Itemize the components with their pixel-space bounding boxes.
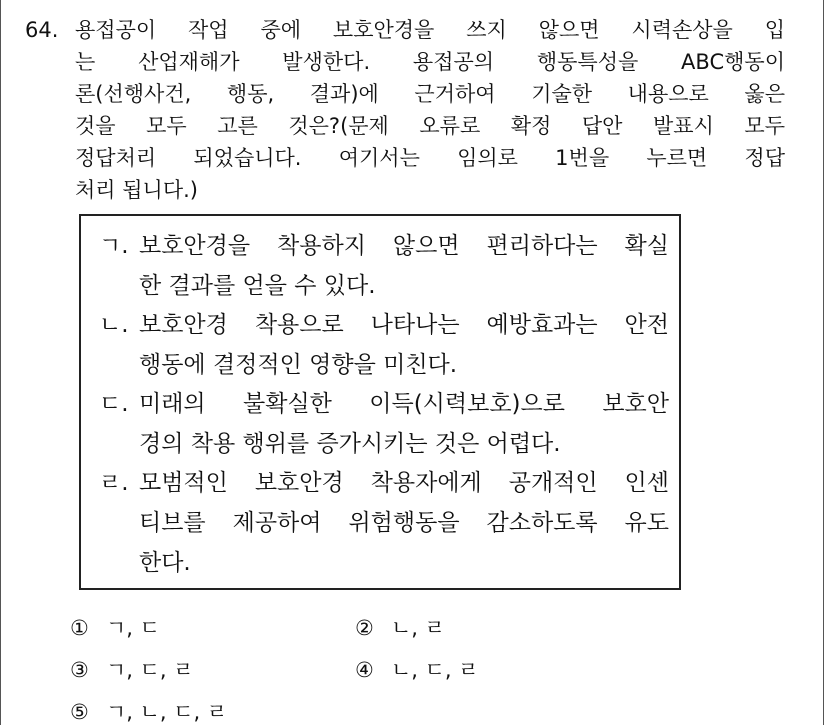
statement-line: 티브를 제공하여 위험행동을 감소하도록 유도 — [139, 510, 669, 536]
statement-marker: ㄷ. — [99, 391, 129, 417]
statement-box — [79, 214, 681, 590]
statement-line: 보호안경을 착용하지 않으면 편리하다는 확실 — [139, 233, 669, 259]
statement-line: 한다. — [139, 550, 191, 576]
choice-5[interactable] — [70, 696, 227, 726]
statement-line: 모범적인 보호안경 착용자에게 공개적인 인센 — [139, 470, 669, 496]
statement-marker: ㄴ. — [99, 312, 129, 338]
choice-2[interactable] — [355, 612, 445, 642]
statement-line: 행동에 결정적인 영향을 미친다. — [139, 352, 458, 378]
statement-marker: ㄱ. — [99, 233, 129, 259]
question-text — [75, 14, 785, 206]
question-line: 론(선행사건, 행동, 결과)에 근거하여 기술한 내용으로 옳은 — [75, 82, 785, 106]
statement-line: 한 결과를 얻을 수 있다. — [139, 273, 376, 299]
choice-text: ㄴ, ㄹ — [391, 616, 445, 640]
question-line: 것을 모두 고른 것은?(문제 오류로 확정 답안 발표시 모두 — [75, 114, 785, 138]
statement-text — [139, 226, 669, 306]
question-line: 처리 됩니다.) — [75, 178, 198, 202]
question-line: 정답처리 되었습니다. 여기서는 임의로 1번을 누르면 정답 — [75, 146, 785, 170]
statement-line: 경의 착용 행위를 증가시키는 것은 어렵다. — [139, 431, 561, 457]
statement-text — [139, 463, 669, 583]
statement-text — [139, 384, 669, 464]
choice-number: ③ — [70, 658, 89, 682]
choice-text: ㄱ, ㄷ, ㄹ — [106, 658, 194, 682]
choice-text: ㄱ, ㄴ, ㄷ, ㄹ — [106, 700, 228, 724]
statement-line: 미래의 불확실한 이득(시력보호)으로 보호안 — [139, 391, 669, 417]
choice-number: ① — [70, 616, 89, 640]
choice-text: ㄴ, ㄷ, ㄹ — [391, 658, 479, 682]
question-line: 는 산업재해가 발생한다. 용접공의 행동특성을 ABC행동이 — [75, 50, 785, 74]
choice-number: ⑤ — [70, 700, 89, 724]
statement-marker: ㄹ. — [99, 470, 129, 496]
choice-1[interactable] — [70, 612, 160, 642]
choice-text: ㄱ, ㄷ — [106, 616, 160, 640]
choice-number: ② — [355, 616, 374, 640]
statement-text — [139, 305, 669, 385]
question-line: 용접공이 작업 중에 보호안경을 쓰지 않으면 시력손상을 입 — [75, 18, 785, 42]
question-number: 64. — [25, 18, 59, 42]
choice-3[interactable] — [70, 654, 194, 684]
statement-line: 보호안경 착용으로 나타나는 예방효과는 안전 — [139, 312, 669, 338]
choice-4[interactable] — [355, 654, 479, 684]
choice-number: ④ — [355, 658, 374, 682]
